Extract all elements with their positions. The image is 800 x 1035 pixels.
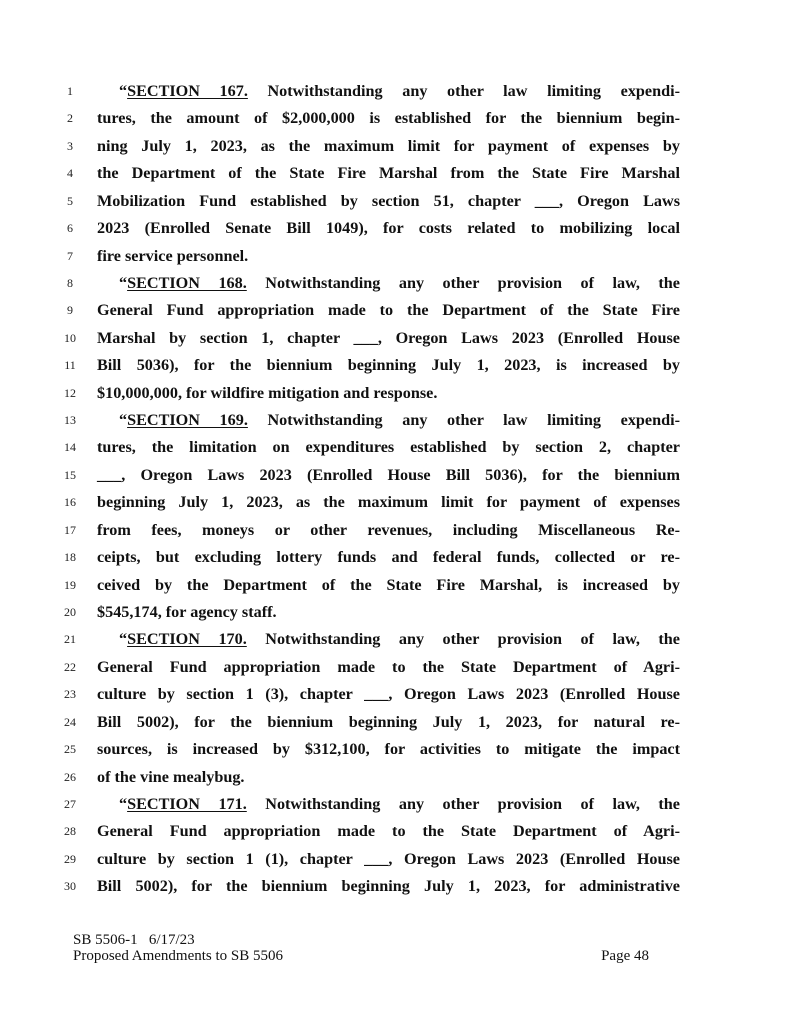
line-body: Bill 5002), for the biennium beginning July 1, 2023, for natural re- (97, 712, 680, 731)
line-body: General Fund appropriation made to the Department of the State Fire (97, 301, 680, 320)
line-body: ceipts, but excluding lottery funds and federal funds, collected or re- (97, 548, 680, 567)
line-number: 5 (67, 193, 73, 208)
line-text (97, 188, 680, 215)
document-line (0, 626, 800, 653)
line-text (97, 709, 680, 736)
document-line (0, 160, 800, 187)
section-heading-line (119, 407, 680, 434)
line-body: culture by section 1 (1), chapter ___, Oregon Laws 2023 (Enrolled House (97, 849, 680, 868)
line-text (97, 434, 680, 461)
line-body: ceived by the Department of the State Fire Marshal, is increased by (97, 575, 680, 594)
line-text (97, 462, 680, 489)
line-text (97, 599, 680, 626)
document-line (0, 105, 800, 132)
line-text (97, 736, 680, 763)
line-text (97, 846, 680, 873)
line-number: 19 (64, 577, 76, 592)
line-number: 16 (64, 495, 76, 510)
line-number: 21 (64, 632, 76, 647)
line-number: 17 (64, 522, 76, 537)
line-number: 30 (64, 879, 76, 894)
document-line (0, 380, 800, 407)
document-line (0, 297, 800, 324)
document-line (0, 462, 800, 489)
line-text (97, 572, 680, 599)
line-body: Bill 5002), for the biennium beginning July 1, 2023, for administrative (97, 877, 680, 896)
document-line (0, 434, 800, 461)
line-number: 26 (64, 769, 76, 784)
line-body: beginning July 1, 2023, as the maximum limit for payment of expenses (97, 493, 680, 512)
open-quote: “ (119, 82, 128, 100)
document-line (0, 517, 800, 544)
line-number: 22 (64, 659, 76, 674)
line-body: Mobilization Fund established by section 51, chapter ___, Oregon Laws (97, 191, 680, 210)
line-body: sources, is increased by $312,100, for activities to mitigate the impact (97, 740, 680, 759)
line-text (97, 873, 680, 900)
line-body: Notwithstanding any other provision of law, the (246, 630, 680, 649)
line-text (97, 517, 680, 544)
line-body: Notwithstanding any other law limiting expendi- (247, 82, 680, 100)
line-text (97, 352, 680, 379)
line-body: $545,174, for agency staff. (97, 602, 277, 621)
line-number: 7 (67, 248, 73, 263)
line-text (97, 764, 680, 791)
document-line (0, 243, 800, 270)
line-number: 20 (64, 604, 76, 619)
line-body: the Department of the State Fire Marshal from the State Fire Marshal (97, 164, 680, 183)
document-line (0, 572, 800, 599)
line-body: from fees, moneys or other revenues, including Miscellaneous Re- (97, 520, 680, 539)
footer-date: 6/17/23 (148, 932, 195, 948)
footer-title: Proposed Amendments to SB 5506 (73, 948, 284, 964)
line-number: 27 (64, 796, 76, 811)
line-text (97, 544, 680, 571)
page-footer (73, 932, 653, 964)
line-number: 29 (64, 851, 76, 866)
line-text (97, 243, 680, 270)
line-text (97, 297, 680, 324)
page-number: Page 48 (601, 948, 649, 964)
open-quote: “ (119, 630, 128, 649)
line-number: 3 (67, 138, 73, 153)
section-label: SECTION 170. (127, 630, 247, 649)
line-body: 2023 (Enrolled Senate Bill 1049), for costs related to mobilizing local (97, 219, 680, 238)
footer-bill-line (73, 932, 653, 948)
document-line (0, 654, 800, 681)
line-number: 23 (64, 687, 76, 702)
line-number: 4 (67, 166, 73, 181)
line-number: 25 (64, 742, 76, 757)
document-line (0, 407, 800, 434)
line-body: Notwithstanding any other provision of law, the (246, 794, 680, 813)
document-line (0, 325, 800, 352)
section-label: SECTION 167. (127, 82, 248, 100)
line-number: 1 (67, 84, 73, 98)
line-text (97, 160, 680, 187)
document-line (0, 188, 800, 215)
document-line (0, 791, 800, 818)
line-body: Bill 5036), for the biennium beginning July 1, 2023, is increased by (97, 356, 680, 375)
section-label: SECTION 169. (127, 411, 248, 430)
line-body: tures, the limitation on expenditures established by section 2, chapter (97, 438, 680, 457)
line-body: General Fund appropriation made to the State Department of Agri- (97, 822, 680, 841)
document-line (0, 489, 800, 516)
open-quote: “ (119, 273, 128, 292)
line-number: 10 (64, 330, 76, 345)
line-body: Notwithstanding any other provision of law, the (246, 273, 680, 292)
line-text (97, 215, 680, 242)
document-line (0, 544, 800, 571)
line-number: 8 (67, 275, 73, 290)
line-body: Notwithstanding any other law limiting expendi- (247, 411, 680, 430)
document-line (0, 599, 800, 626)
line-number: 15 (64, 467, 76, 482)
line-text (97, 380, 680, 407)
document-line (0, 764, 800, 791)
document-line (0, 270, 800, 297)
line-text (97, 818, 680, 845)
document-line (0, 133, 800, 160)
line-body: $10,000,000, for wildfire mitigation and response. (97, 383, 438, 402)
line-body: tures, the amount of $2,000,000 is established for the biennium begin- (97, 109, 680, 128)
line-text (97, 133, 680, 160)
line-number: 6 (67, 221, 73, 236)
section-heading-line (119, 626, 680, 653)
line-number: 24 (64, 714, 76, 729)
section-heading-line (119, 78, 680, 105)
line-number: 2 (67, 111, 73, 126)
line-number: 12 (64, 385, 76, 400)
line-number: 13 (64, 413, 76, 428)
line-body: ___, Oregon Laws 2023 (Enrolled House Bill 5036), for the biennium (97, 465, 680, 484)
line-text (97, 681, 680, 708)
document-line (0, 352, 800, 379)
line-body: of the vine mealybug. (97, 767, 245, 786)
document-line (0, 846, 800, 873)
line-text (97, 489, 680, 516)
line-number: 9 (67, 303, 73, 318)
line-number: 11 (64, 358, 76, 373)
document-line (0, 215, 800, 242)
line-body: ning July 1, 2023, as the maximum limit for payment of expenses by (97, 136, 680, 155)
open-quote: “ (119, 411, 128, 430)
section-label: SECTION 168. (127, 273, 247, 292)
line-number: 14 (64, 440, 76, 455)
line-body: Marshal by section 1, chapter ___, Oregon Laws 2023 (Enrolled House (97, 328, 680, 347)
section-heading-line (119, 270, 680, 297)
section-heading-line (119, 791, 680, 818)
document-line (0, 736, 800, 763)
document-line (0, 78, 800, 105)
line-text (97, 654, 680, 681)
line-text (97, 325, 680, 352)
document-line (0, 873, 800, 900)
document-line (0, 681, 800, 708)
line-number: 28 (64, 824, 76, 839)
document-line (0, 818, 800, 845)
line-number: 18 (64, 550, 76, 565)
line-body: fire service personnel. (97, 246, 249, 265)
open-quote: “ (119, 794, 128, 813)
line-body: General Fund appropriation made to the State Department of Agri- (97, 657, 680, 676)
line-body: culture by section 1 (3), chapter ___, Oregon Laws 2023 (Enrolled House (97, 685, 680, 704)
document-line (0, 709, 800, 736)
section-label: SECTION 171. (127, 794, 247, 813)
footer-bill-id: SB 5506-1 (73, 932, 138, 948)
line-text (97, 105, 680, 132)
